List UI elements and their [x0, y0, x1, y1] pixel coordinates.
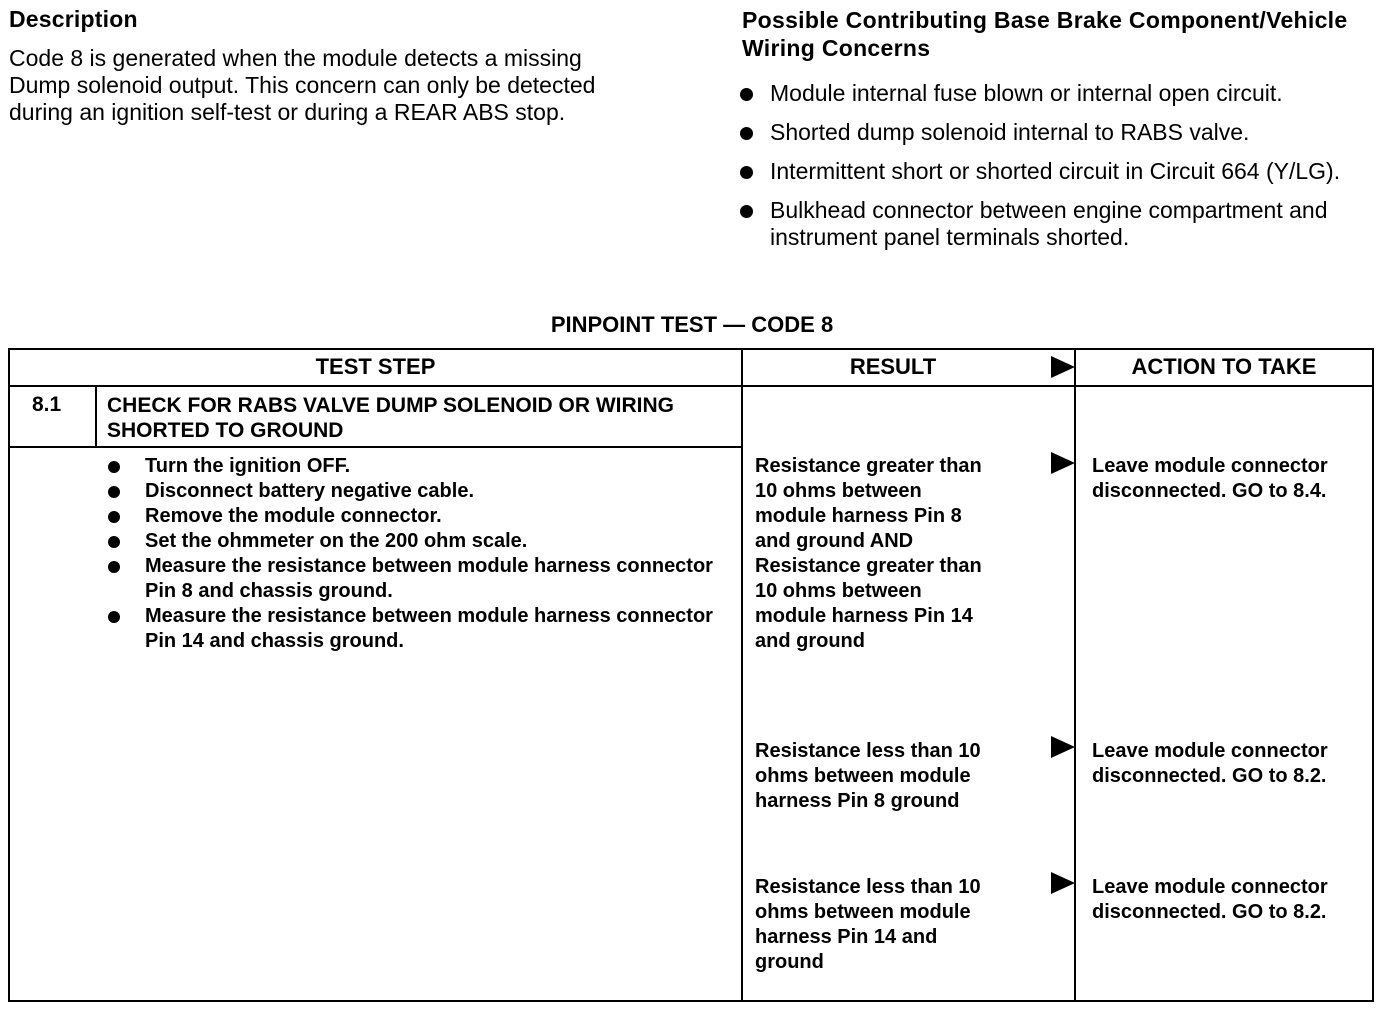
header-action: ACTION TO TAKE — [1131, 354, 1317, 379]
concerns-list — [740, 80, 1380, 251]
result-text: Resistance less than 10 ohms between module harness Pin 14 and ground — [755, 876, 981, 973]
header-divider — [10, 385, 1372, 387]
procedure-item: Set the ohmmeter on the 200 ohm scale. — [108, 529, 728, 554]
pinpoint-test-title: PINPOINT TEST — CODE 8 — [550, 312, 834, 337]
procedure-item: Disconnect battery negative cable. — [108, 479, 728, 504]
concern-item: Bulkhead connector between engine compartment and instrument panel terminals shorted. — [740, 197, 1380, 251]
concern-item: Module internal fuse blown or internal open circuit. — [740, 80, 1380, 107]
step-title-divider — [10, 446, 743, 448]
action-text: Leave module connector disconnected. GO to 8.2. — [1092, 740, 1328, 787]
arrow-right-icon — [1050, 451, 1076, 475]
procedure-list — [108, 454, 728, 654]
result-text: Resistance greater than 10 ohms between module harness Pin 8 and ground AND Resistance greater than 10 ohms between module harness Pin 14 and ground — [755, 455, 982, 652]
action-text: Leave module connector disconnected. GO to 8.2. — [1092, 876, 1328, 923]
description-text: Code 8 is generated when the module detects a missing Dump solenoid output. This concern can only be detected during an ignition self-test or during a REAR ABS stop. — [9, 45, 596, 125]
action-text: Leave module connector disconnected. GO to 8.4. — [1092, 455, 1328, 502]
result-text: Resistance less than 10 ohms between module harness Pin 8 ground — [755, 740, 981, 812]
step-title: CHECK FOR RABS VALVE DUMP SOLENOID OR WIRING SHORTED TO GROUND — [107, 394, 675, 442]
column-divider — [1074, 350, 1076, 1000]
procedure-item: Remove the module connector. — [108, 504, 728, 529]
concern-item: Intermittent short or shorted circuit in Circuit 664 (Y/LG). — [740, 158, 1380, 185]
procedure-item: Measure the resistance between module harness connector Pin 8 and chassis ground. — [108, 554, 728, 604]
pinpoint-table — [8, 348, 1374, 1002]
arrow-right-icon — [1050, 355, 1076, 379]
description-heading: Description — [9, 6, 138, 32]
procedure-item: Turn the ignition OFF. — [108, 454, 728, 479]
header-result: RESULT — [849, 354, 937, 379]
arrow-right-icon — [1050, 735, 1076, 759]
step-number-divider — [95, 385, 97, 447]
concern-item: Shorted dump solenoid internal to RABS valve. — [740, 119, 1380, 146]
step-number: 8.1 — [32, 393, 62, 416]
concerns-heading: Possible Contributing Base Brake Component/Vehicle Wiring Concerns — [742, 7, 1348, 61]
header-test-step: TEST STEP — [315, 354, 436, 379]
arrow-right-icon — [1050, 871, 1076, 895]
procedure-item: Measure the resistance between module harness connector Pin 14 and chassis ground. — [108, 604, 728, 654]
